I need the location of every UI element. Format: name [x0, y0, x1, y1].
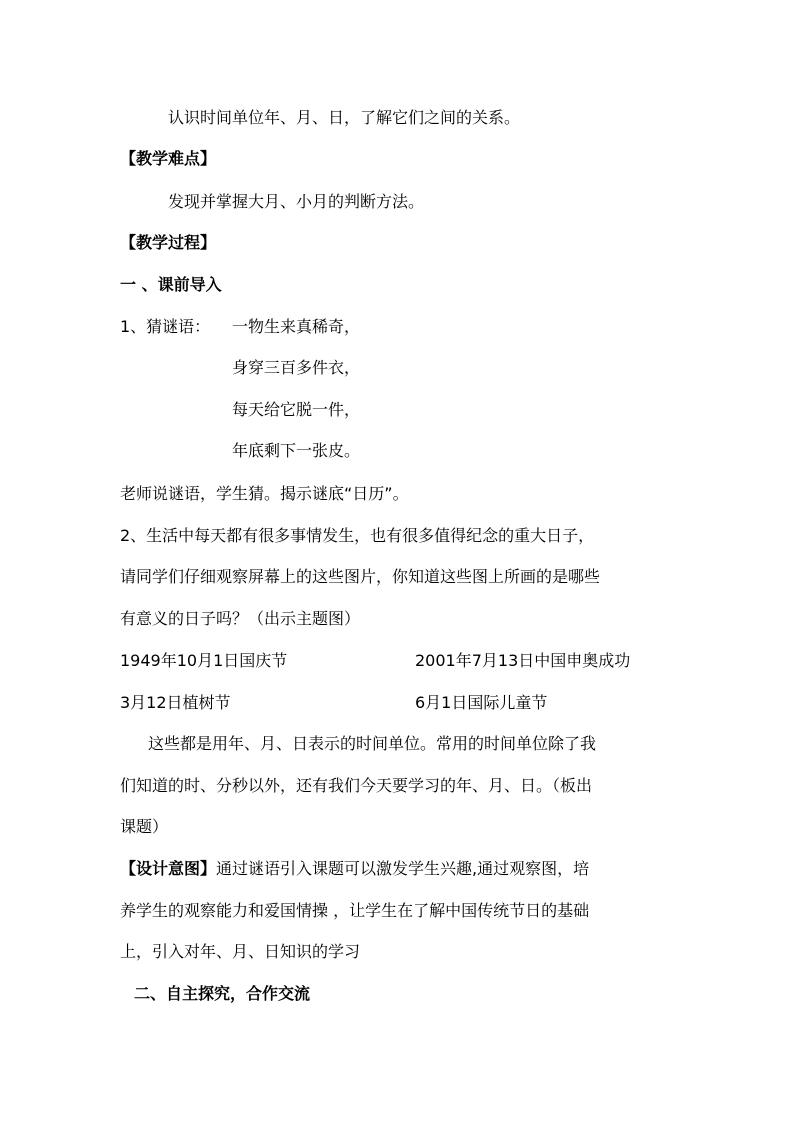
design-intent-line-2: 养学生的观察能力和爱国情操 ，让学生在了解中国传统节日的基础	[120, 901, 590, 920]
difficulty-heading: 【教学难点】	[120, 149, 217, 168]
riddle-line-1: 一物生来真稀奇，	[232, 317, 361, 336]
item2-line-2: 请同学们仔细观察屏幕上的这些图片，你知道这些图上所画的是哪些	[120, 567, 601, 586]
units-line-3: 课题）	[120, 817, 169, 836]
date-right-1: 2001年7月13日中国申奥成功	[415, 651, 631, 670]
design-intent-line-3: 上，引入对年、月、日知识的学习	[120, 942, 361, 961]
riddle-note: 老师说谜语，学生猜。揭示谜底“日历”。	[120, 484, 409, 503]
section2-heading: 二、自主探究，合作交流	[134, 984, 311, 1003]
units-line-2: 们知道的时、分秒以外，还有我们今天要学习的年、月、日。（板出	[120, 776, 593, 795]
item2-line-3: 有意义的日子吗？（出示主题图）	[120, 609, 361, 628]
riddle-line-3: 每天给它脱一件，	[232, 400, 361, 419]
difficulty-text: 发现并掌握大月、小月的判断方法。	[168, 192, 425, 211]
objective-text: 认识时间单位年、月、日，了解它们之间的关系。	[168, 108, 521, 127]
date-left-2: 3月12日植树节	[120, 693, 231, 712]
item2-line-1: 2、生活中每天都有很多事情发生，也有很多值得纪念的重大日子，	[120, 526, 595, 545]
units-line-1: 这些都是用年、月、日表示的时间单位。常用的时间单位除了我	[148, 734, 597, 753]
process-heading: 【教学过程】	[120, 233, 217, 252]
design-intent-text-1: 通过谜语引入课题可以激发学生兴趣,通过观察图，培	[216, 859, 590, 878]
section1-heading: 一 、课前导入	[120, 275, 222, 294]
design-intent-label: 【设计意图】	[120, 859, 217, 878]
date-left-1: 1949年10月1日国庆节	[120, 651, 288, 670]
riddle-line-2: 身穿三百多件衣，	[232, 358, 361, 377]
riddle-line-4: 年底剩下一张皮。	[232, 441, 361, 460]
design-intent-line-1	[120, 858, 589, 880]
date-right-2: 6月1日国际儿童节	[415, 693, 548, 712]
riddle-label: 1、猜谜语：	[120, 317, 211, 336]
